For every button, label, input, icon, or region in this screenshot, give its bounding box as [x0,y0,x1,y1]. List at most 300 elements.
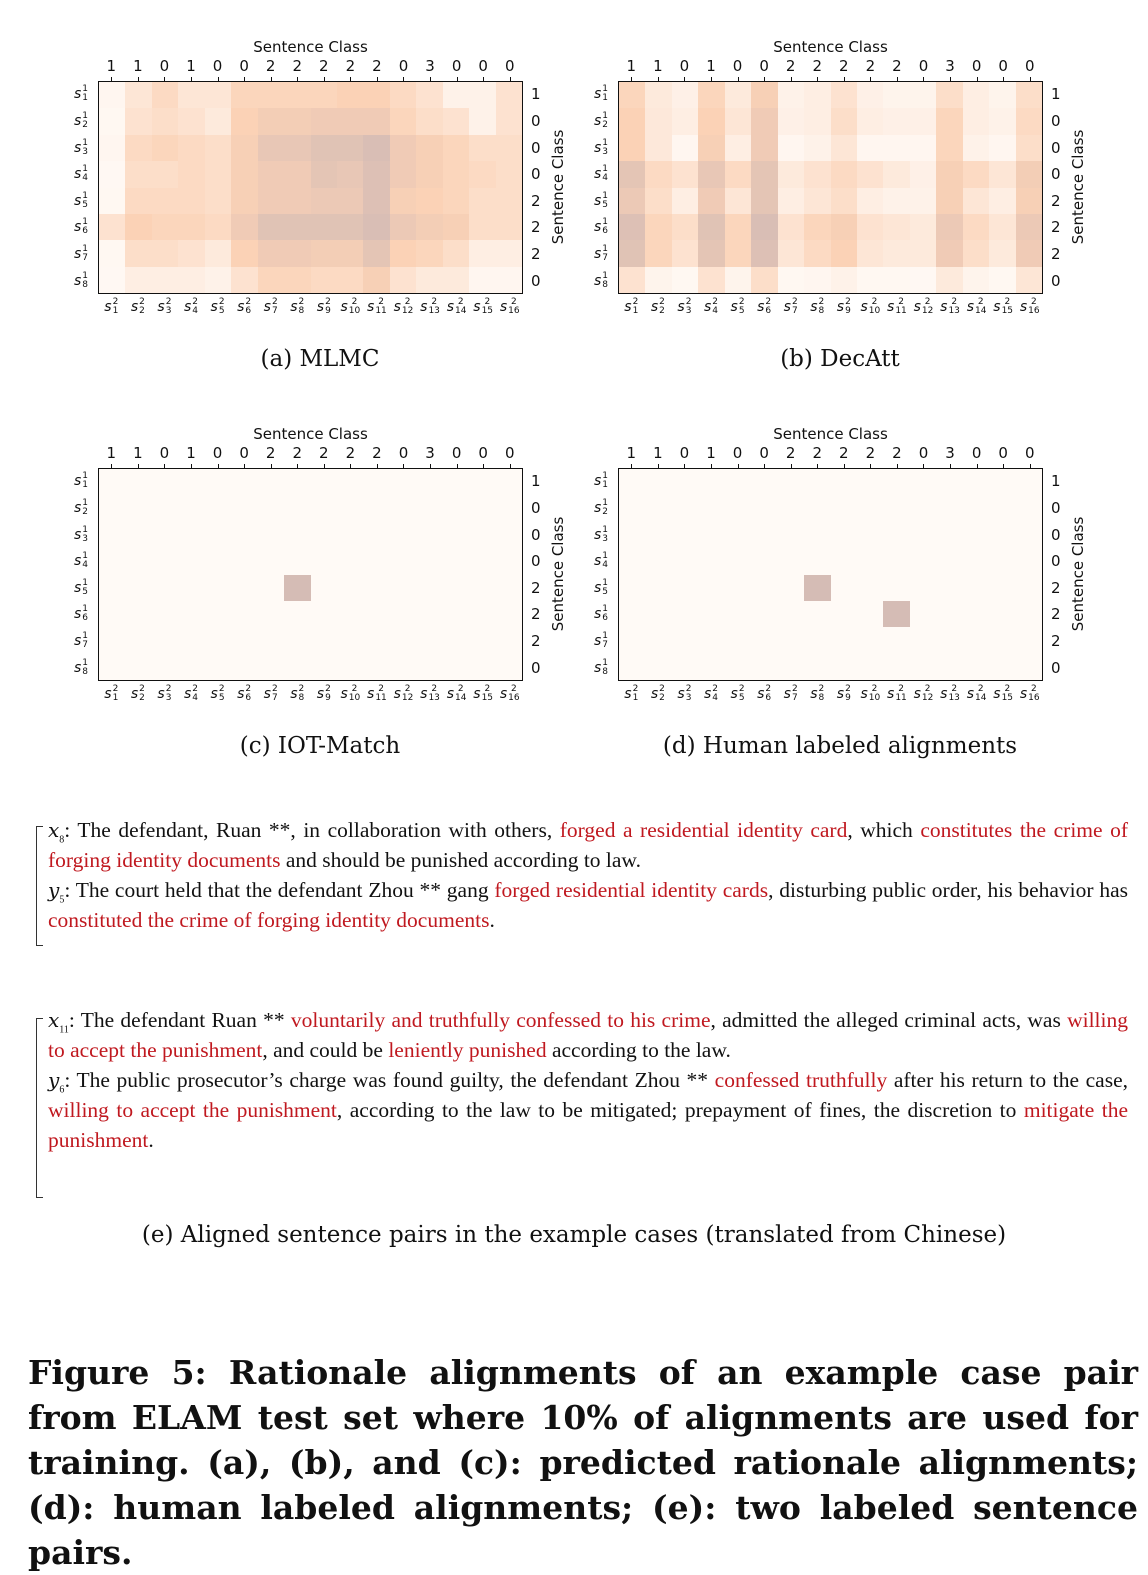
right-tick-label: 0 [531,165,541,184]
heatmap-cell [496,522,522,548]
right-tick-label: 0 [1051,658,1061,677]
heatmap-cell [936,548,962,574]
column-label: s 2 8 [810,297,825,316]
heatmap-cell [989,575,1015,601]
heatmap-cell [831,135,857,161]
heatmap-cell [936,82,962,108]
heatmap-cell [99,188,125,214]
heatmap-cell [125,214,151,240]
heatmap-cell [831,654,857,680]
column-label: s 2 16 [1019,297,1040,316]
heatmap-cell [258,214,284,240]
top-tick-label: 2 [812,444,822,462]
heatmap-cell [672,267,698,293]
heatmap-cell [989,214,1015,240]
sentence-pair-1 [48,815,1128,935]
highlighted-rationale: leniently punished [388,1038,547,1062]
column-labels [98,685,523,703]
column-labels [618,685,1043,703]
heatmap-cell [205,601,231,627]
row-label: s 1 6 [593,604,608,624]
heatmap-cell [416,82,442,108]
heatmap-cell [390,161,416,187]
row-label: s 1 5 [73,577,88,597]
heatmap-cell [645,240,671,266]
heatmap-cell [205,469,231,495]
row-label: s 1 1 [73,84,88,104]
right-tick-label: 2 [531,578,541,597]
heatmap-cell [363,601,389,627]
heatmap-cell [178,654,204,680]
top-axis-title: Sentence Class [773,425,888,443]
heatmap-cell [152,188,178,214]
heatmap-cell [1016,214,1042,240]
column-label: s 2 9 [836,297,851,316]
sentence-text: . [489,908,495,932]
heatmap-cell [125,267,151,293]
top-tick-label: 0 [451,444,462,462]
heatmap-cell [311,469,337,495]
heatmap-cell [672,469,698,495]
right-tick-label: 0 [1051,271,1061,290]
row-label: s 1 5 [73,190,88,210]
heatmap-cell [936,267,962,293]
heatmap-cell [778,469,804,495]
heatmap-cell [672,522,698,548]
heatmap-cell [936,135,962,161]
heatmap-cell [989,135,1015,161]
row-label: s 1 2 [73,497,88,517]
heatmap-cell [178,601,204,627]
heatmap-cell [831,161,857,187]
heatmap-cell [725,495,751,521]
heatmap-cell [311,267,337,293]
top-axis-title: Sentence Class [253,425,368,443]
heatmap-cell [178,135,204,161]
highlighted-rationale: willing to accept the punishment [48,1008,1128,1062]
heatmap-cell [883,495,909,521]
heatmap-cell [443,469,469,495]
heatmap-cell [443,188,469,214]
column-label: s 2 16 [499,297,520,316]
heatmap-cell [778,654,804,680]
row-label: s 1 7 [593,631,608,651]
heatmap-cell [152,495,178,521]
heatmap-cell [152,267,178,293]
heatmap-cell [125,627,151,653]
heatmap-cell [857,627,883,653]
heatmap-cell [469,240,495,266]
heatmap-cell [698,135,724,161]
heatmap-cell [99,522,125,548]
right-tick-labels [1046,81,1068,294]
heatmap-cell [496,240,522,266]
heatmap-cell [751,135,777,161]
heatmap-cell [443,522,469,548]
top-tick-label: 2 [785,444,796,462]
top-tick-labels [618,444,1043,462]
heatmap-cell [258,82,284,108]
heatmap-cell [619,82,645,108]
heatmap-grid [618,81,1043,294]
heatmap-cell [804,575,830,601]
heatmap-cell [857,575,883,601]
top-tick-label: 2 [372,57,382,75]
heatmap-cell [619,135,645,161]
heatmap-cell [178,548,204,574]
heatmap-cell [416,469,442,495]
heatmap-cell [363,135,389,161]
row-label: s 1 1 [593,84,608,104]
top-tick-label: 0 [159,57,170,75]
heatmap-cell [910,135,936,161]
top-tick-label: 2 [785,57,796,75]
sentence-text: and should be punished according to law. [280,848,641,872]
right-tick-label: 2 [531,191,541,210]
heatmap-cell [178,214,204,240]
sentence-y5 [48,875,1128,935]
heatmap-cell [231,548,257,574]
column-label: s 2 2 [130,684,145,703]
heatmap-cell [390,575,416,601]
right-tick-label: 1 [1051,472,1061,491]
heatmap-cell [751,161,777,187]
figure-caption: Figure 5: Rationale alignments of an example case pair from ELAM test set where 10% of alignments are used for training. (a), (b), and (c): predicted rationale alignments; (d): human labeled alignments; (e): two labeled sentence pairs. [28,1353,1138,1572]
heatmap-cell [311,627,337,653]
heatmap-cell [416,240,442,266]
heatmap-cell [152,108,178,134]
heatmap-cell [337,495,363,521]
column-label: s 2 16 [1019,684,1040,703]
column-label: s 2 3 [677,684,692,703]
top-tick-label: 1 [706,444,716,462]
heatmap-cell [910,575,936,601]
heatmap-cell [363,575,389,601]
heatmap-cell [725,188,751,214]
sentence-label: $x_8$ [48,818,65,846]
sentence-label: $y_5$ [48,878,65,906]
top-tick-label: 2 [865,444,876,462]
sentence-text: : The court held that the defendant Zhou ** gang [64,878,495,902]
row-label: s 1 6 [73,217,88,237]
heatmap-cell [205,188,231,214]
heatmap-cell [963,575,989,601]
heatmap-cell [443,82,469,108]
top-tick-label: 0 [239,444,249,462]
row-label: s 1 8 [73,657,88,677]
heatmap-cell [205,108,231,134]
sentence-label: $x_{11}$ [48,1008,69,1036]
column-label: s 2 12 [913,684,934,703]
heatmap-cell [857,654,883,680]
heatmap-cell [337,522,363,548]
right-tick-label: 1 [531,472,541,491]
heatmap-cell [619,495,645,521]
heatmap-cell [804,495,830,521]
heatmap-cell [231,522,257,548]
heatmap-cell [619,548,645,574]
top-tick-label: 2 [345,57,356,75]
heatmap-panel-b [580,30,1100,330]
heatmap-cell [698,575,724,601]
heatmap-cell [831,188,857,214]
heatmap-cell [363,627,389,653]
column-label: s 2 9 [836,684,851,703]
heatmap-cell [337,214,363,240]
heatmap-cell [99,214,125,240]
heatmap-cell [496,188,522,214]
heatmap-cell [231,601,257,627]
heatmap-cell [125,135,151,161]
top-tick-label: 0 [398,57,409,75]
heatmap-cell [337,575,363,601]
heatmap-cell [390,240,416,266]
heatmap-cell [910,161,936,187]
heatmap-cell [416,627,442,653]
heatmap-cell [284,495,310,521]
heatmap-cell [725,108,751,134]
heatmap-cell [178,495,204,521]
heatmap-cell [883,240,909,266]
heatmap-cell [443,267,469,293]
heatmap-cell [989,654,1015,680]
heatmap-cell [311,108,337,134]
right-tick-label: 2 [531,632,541,651]
heatmap-cell [205,135,231,161]
sentence-text: , admitted the alleged criminal acts, was [710,1008,1068,1032]
heatmap-cell [416,654,442,680]
heatmap-cell [725,627,751,653]
heatmap-cell [363,188,389,214]
top-tick-label: 2 [345,444,356,462]
heatmap-cell [804,601,830,627]
sentence-y6 [48,1065,1128,1155]
heatmap-cell [804,548,830,574]
heatmap-cell [416,522,442,548]
heatmap-panel-a [60,30,580,330]
heatmap-cell [205,522,231,548]
column-label: s 2 8 [290,684,305,703]
heatmap-cell [804,240,830,266]
highlighted-rationale: mitigate the punishment [48,1098,1129,1152]
caption-a: (a) MLMC [260,346,380,372]
row-label: s 1 7 [73,631,88,651]
heatmap-cell [152,627,178,653]
heatmap-cell [231,82,257,108]
heatmap-cell [284,188,310,214]
heatmap-cell [363,240,389,266]
heatmap-cell [831,267,857,293]
heatmap-cell [857,267,883,293]
heatmap-cell [778,522,804,548]
heatmap-cell [857,495,883,521]
heatmap-cell [231,267,257,293]
heatmap-cell [125,469,151,495]
row-label: s 1 1 [73,471,88,491]
heatmap-cell [205,240,231,266]
top-tick-label: 2 [892,57,902,75]
heatmap-cell [672,135,698,161]
heatmap-cell [178,108,204,134]
heatmap-cell [152,240,178,266]
sentence-text: , according to the law to be mitigated; prepayment of fines, the discretion to [336,1098,1024,1122]
right-tick-label: 0 [1051,552,1061,571]
heatmap-cell [469,214,495,240]
heatmap-cell [152,82,178,108]
top-tick-label: 0 [398,444,409,462]
column-label: s 2 9 [316,297,331,316]
heatmap-cell [910,654,936,680]
heatmap-cell [284,654,310,680]
heatmap-cell [672,82,698,108]
heatmap-cell [672,240,698,266]
heatmap-cell [698,495,724,521]
column-label: s 2 7 [783,684,798,703]
heatmap-cell [963,495,989,521]
heatmap-grid [618,468,1043,681]
top-tick-label: 0 [998,444,1008,462]
top-tick-label: 0 [239,57,249,75]
heatmap-cell [1016,601,1042,627]
heatmap-cell [778,135,804,161]
heatmap-cell [231,627,257,653]
heatmap-cell [883,188,909,214]
right-tick-label: 0 [531,525,541,544]
heatmap-cell [258,188,284,214]
heatmap-cell [751,575,777,601]
heatmap-cell [416,495,442,521]
heatmap-cell [963,601,989,627]
highlighted-rationale: forged residential identity cards [494,878,769,902]
column-label: s 2 8 [290,297,305,316]
heatmap-cell [645,495,671,521]
top-tick-label: 2 [839,444,849,462]
heatmap-cell [231,495,257,521]
heatmap-cell [284,240,310,266]
heatmap-cell [469,188,495,214]
column-label: s 2 15 [993,684,1014,703]
heatmap-cell [337,188,363,214]
heatmap-cell [831,522,857,548]
highlighted-rationale: willing to accept the punishment [48,1098,337,1122]
top-tick-label: 1 [133,57,143,75]
sentence-label: $y_6$ [48,1068,65,1096]
right-tick-label: 0 [531,498,541,517]
column-label: s 2 8 [810,684,825,703]
heatmap-cell [698,188,724,214]
heatmap-cell [205,654,231,680]
heatmap-cell [390,548,416,574]
column-label: s 2 2 [650,297,665,316]
heatmap-cell [125,161,151,187]
heatmap-cell [205,548,231,574]
heatmap-cell [963,82,989,108]
heatmap-cell [831,240,857,266]
heatmap-cell [496,627,522,653]
right-tick-label: 0 [531,138,541,157]
column-label: s 2 6 [757,684,772,703]
heatmap-cell [99,495,125,521]
heatmap-cell [725,240,751,266]
column-label: s 2 5 [210,684,225,703]
row-label: s 1 8 [593,657,608,677]
top-tick-label: 0 [451,57,462,75]
heatmap-cell [363,522,389,548]
heatmap-cell [619,214,645,240]
heatmap-cell [778,548,804,574]
column-label: s 2 2 [130,297,145,316]
heatmap-cell [698,601,724,627]
column-label: s 2 14 [446,297,467,316]
column-label: s 2 4 [703,684,718,703]
top-tick-label: 1 [106,444,117,462]
heatmap-cell [619,108,645,134]
sentence-text: . [148,1128,154,1152]
heatmap-cell [857,214,883,240]
heatmap-cell [311,161,337,187]
column-label: s 2 13 [420,684,440,703]
heatmap-cell [883,654,909,680]
right-tick-label: 0 [1051,138,1061,157]
column-label: s 2 7 [263,684,278,703]
row-label: s 1 8 [593,270,608,290]
heatmap-cell [337,240,363,266]
heatmap-cell [936,522,962,548]
heatmap-cell [125,575,151,601]
caption-d: (d) Human labeled alignments [662,733,1018,759]
sentence-x8 [48,815,1128,875]
column-label: s 2 12 [913,297,934,316]
heatmap-cell [645,548,671,574]
heatmap-cell [469,135,495,161]
row-labels [60,81,94,294]
right-tick-labels [526,468,548,681]
column-label: s 2 6 [237,684,252,703]
top-tick-label: 1 [133,444,143,462]
heatmap-cell [416,601,442,627]
heatmap-cell [178,469,204,495]
heatmap-cell [725,82,751,108]
heatmap-cell [152,161,178,187]
heatmap-cell [205,214,231,240]
heatmap-cell [619,575,645,601]
heatmap-cell [284,214,310,240]
top-tick-label: 3 [425,444,435,462]
top-tick-label: 0 [918,444,929,462]
heatmap-cell [311,601,337,627]
column-label: s 2 1 [104,297,119,316]
heatmap-cell [178,161,204,187]
heatmap-cell [390,267,416,293]
heatmap-cell [443,627,469,653]
heatmap-cell [883,575,909,601]
heatmap-cell [205,82,231,108]
heatmap-cell [1016,240,1042,266]
heatmap-cell [672,214,698,240]
heatmap-cell [910,601,936,627]
heatmap-cell [337,548,363,574]
heatmap-cell [363,214,389,240]
heatmap-cell [936,495,962,521]
heatmap-cell [963,188,989,214]
heatmap-cell [99,601,125,627]
heatmap-cell [751,267,777,293]
heatmap-cell [1016,654,1042,680]
heatmap-cell [390,214,416,240]
heatmap-cell [645,161,671,187]
heatmap-cell [619,654,645,680]
heatmap-cell [469,627,495,653]
